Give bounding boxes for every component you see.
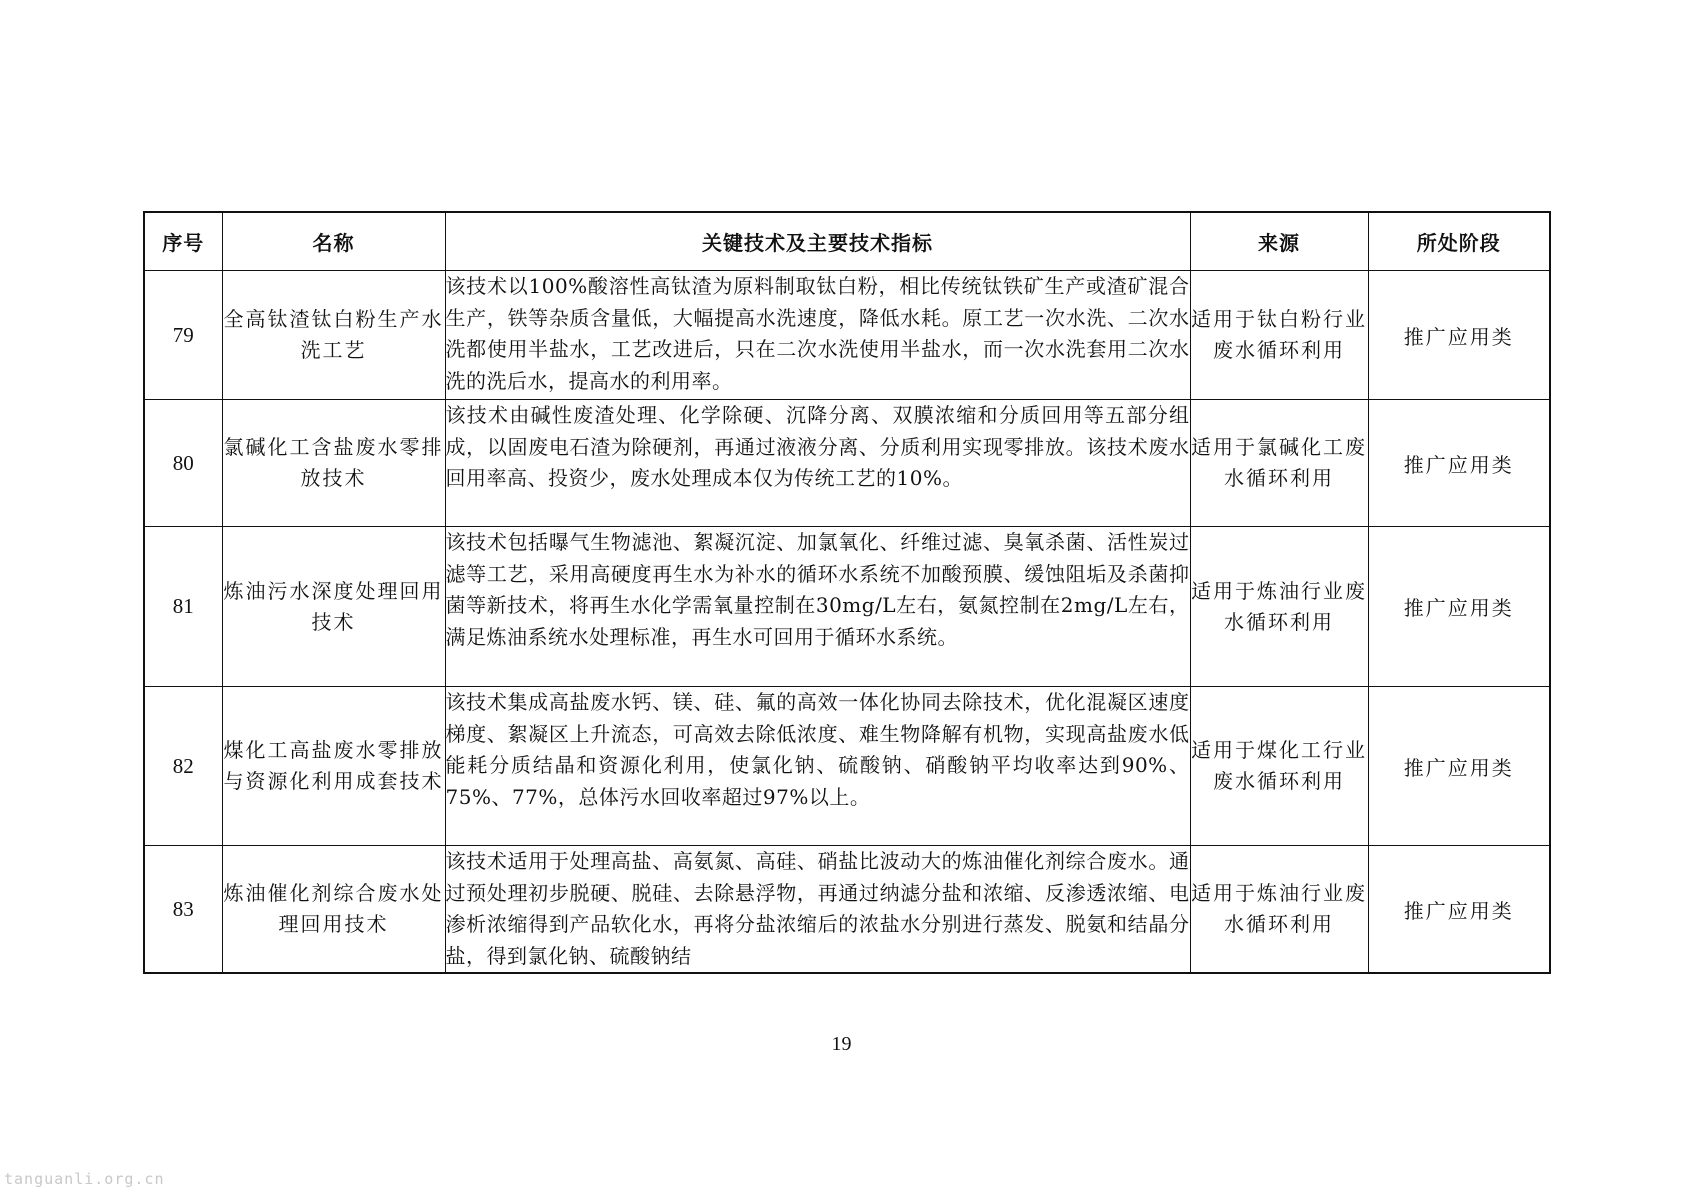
- technology-name: 全高钛渣钛白粉生产水洗工艺: [222, 271, 445, 400]
- table-row: [144, 846, 1550, 974]
- technology-table: [143, 211, 1551, 974]
- technology-source: 适用于煤化工行业废水循环利用: [1190, 687, 1368, 846]
- table-row: [144, 271, 1550, 400]
- technology-description-cell: [445, 846, 1190, 974]
- row-number: 82: [144, 687, 222, 846]
- header-source: 来源: [1190, 212, 1368, 271]
- row-number: 80: [144, 400, 222, 527]
- table-row: [144, 400, 1550, 527]
- page-number: 19: [831, 1033, 852, 1055]
- technology-description: 该技术集成高盐废水钙、镁、硅、氟的高效一体化协同去除技术，优化混凝区速度梯度、絮凝区上升流态，可高效去除低浓度、难生物降解有机物，实现高盐废水低能耗分质结晶和资源化利用，使氯化钠、硫酸钠、硝酸钠平均收率达到90%、75%、77%，总体污水回收率超过97%以上。: [445, 687, 1190, 846]
- header-number: 序号: [144, 212, 222, 271]
- header-name: 名称: [222, 212, 445, 271]
- table-row: [144, 687, 1550, 846]
- row-number: 79: [144, 271, 222, 400]
- header-stage: 所处阶段: [1368, 212, 1550, 271]
- table-row: [144, 527, 1550, 687]
- technology-name: 炼油污水深度处理回用技术: [222, 527, 445, 687]
- technology-description: 该技术包括曝气生物滤池、絮凝沉淀、加氯氧化、纤维过滤、臭氧杀菌、活性炭过滤等工艺，采用高硬度再生水为补水的循环水系统不加酸预膜、缓蚀阻垢及杀菌抑菌等新技术，将再生水化学需氧量控制在30mg/L左右，氨氮控制在2mg/L左右，满足炼油系统水处理标准，再生水可回用于循环水系统。: [445, 527, 1190, 687]
- technology-source: 适用于炼油行业废水循环利用: [1190, 527, 1368, 687]
- technology-description: 该技术适用于处理高盐、高氨氮、高硅、硝盐比波动大的炼油催化剂综合废水。通过预处理初步脱硬、脱硅、去除悬浮物，再通过纳滤分盐和浓缩、反渗透浓缩、电渗析浓缩得到产品软化水，再将分盐浓缩后的浓盐水分别进行蒸发、脱氨和结晶分盐，得到氯化钠、硫酸钠结: [445, 849, 1190, 968]
- header-description: 关键技术及主要技术指标: [445, 212, 1190, 271]
- technology-name: 炼油催化剂综合废水处理回用技术: [222, 846, 445, 974]
- row-number: 81: [144, 527, 222, 687]
- technology-stage: 推广应用类: [1368, 400, 1550, 527]
- technology-source: 适用于炼油行业废水循环利用: [1190, 846, 1368, 974]
- row-number: 83: [144, 846, 222, 974]
- technology-name: 煤化工高盐废水零排放与资源化利用成套技术: [222, 687, 445, 846]
- technology-source: 适用于氯碱化工废水循环利用: [1190, 400, 1368, 527]
- technology-stage: 推广应用类: [1368, 846, 1550, 974]
- watermark-text: tanguanli.org.cn: [4, 1170, 165, 1188]
- table-header-row: [144, 212, 1550, 271]
- technology-stage: 推广应用类: [1368, 687, 1550, 846]
- technology-description: 该技术由碱性废渣处理、化学除硬、沉降分离、双膜浓缩和分质回用等五部分组成，以固废电石渣为除硬剂，再通过液液分离、分质利用实现零排放。该技术废水回用率高、投资少，废水处理成本仅为传统工艺的10%。: [445, 400, 1190, 527]
- technology-stage: 推广应用类: [1368, 271, 1550, 400]
- technology-name: 氯碱化工含盐废水零排放技术: [222, 400, 445, 527]
- technology-stage: 推广应用类: [1368, 527, 1550, 687]
- technology-description: 该技术以100%酸溶性高钛渣为原料制取钛白粉，相比传统钛铁矿生产或渣矿混合生产，铁等杂质含量低，大幅提高水洗速度，降低水耗。原工艺一次水洗、二次水洗都使用半盐水，工艺改进后，只在二次水洗使用半盐水，而一次水洗套用二次水洗的洗后水，提高水的利用率。: [445, 271, 1190, 400]
- technology-source: 适用于钛白粉行业废水循环利用: [1190, 271, 1368, 400]
